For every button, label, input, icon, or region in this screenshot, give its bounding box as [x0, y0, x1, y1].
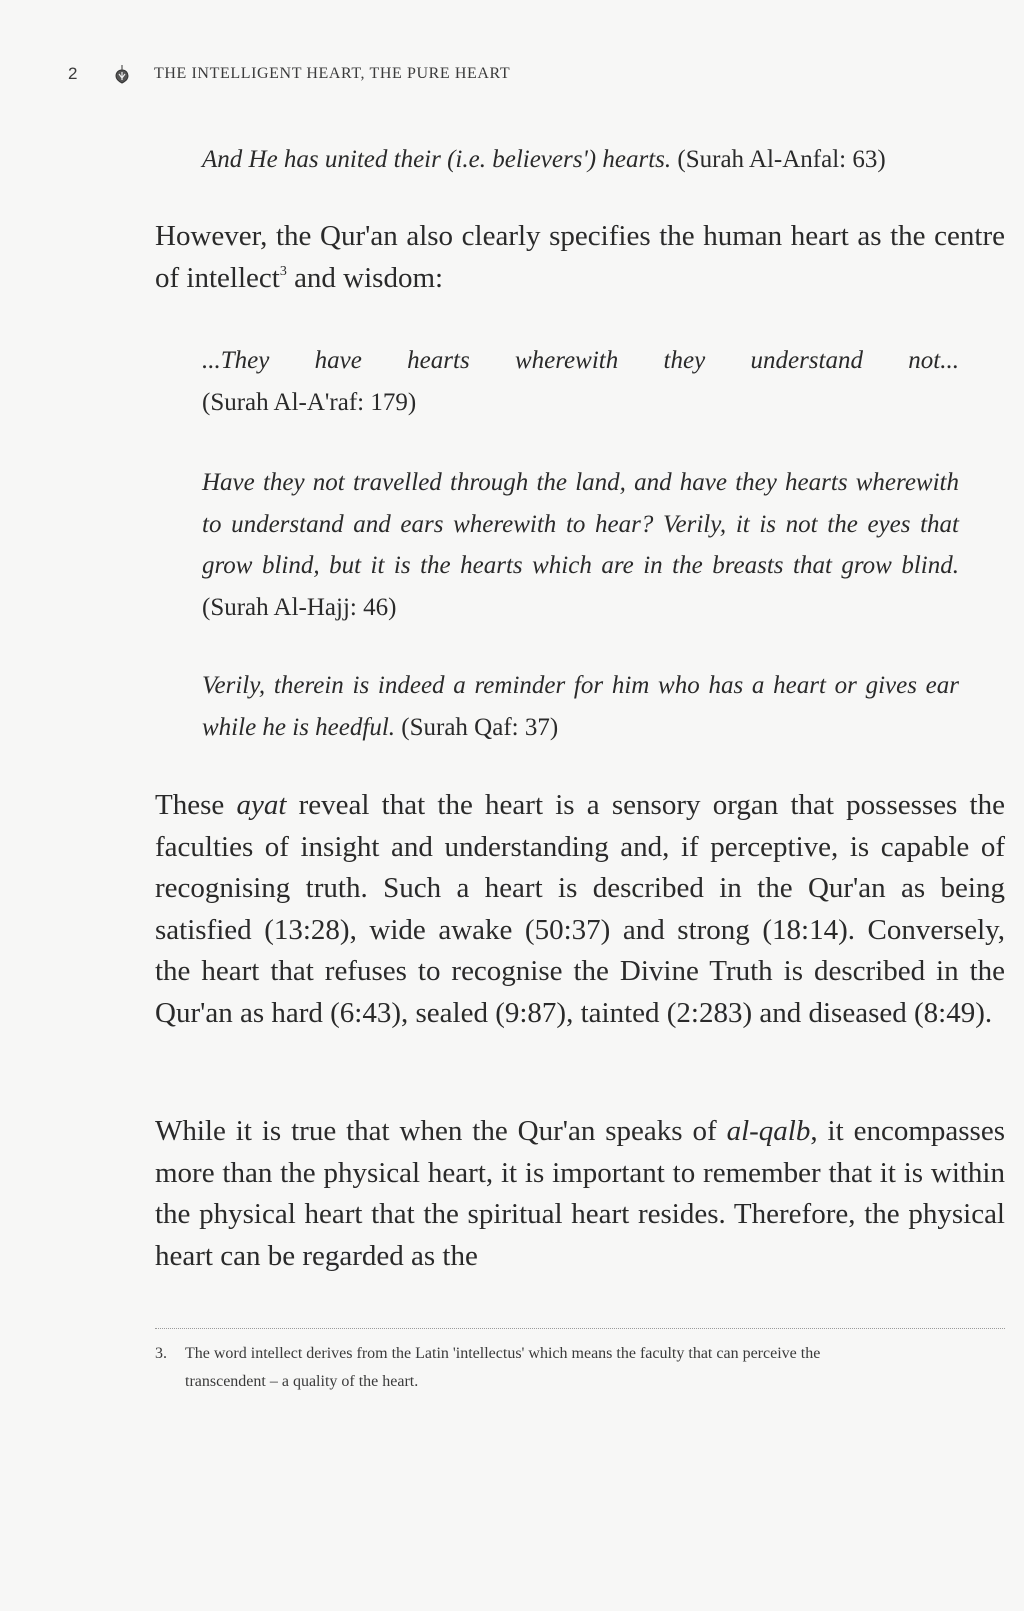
footnote-text: The word intellect derives from the Latin 'intellectus' which means the faculty that can perceive the [185, 1345, 821, 1362]
footnote-divider [155, 1328, 1005, 1329]
quote-araf-citation [202, 382, 959, 424]
footnote-ref[interactable]: 3 [279, 263, 287, 279]
quote-citation: (Surah Qaf: 37) [401, 713, 559, 741]
italic-term: ayat [236, 789, 287, 821]
quote-citation: (Surah Al-Anfal: 63) [677, 146, 886, 173]
footnote-number: 3. [155, 1345, 167, 1362]
quote-araf [202, 340, 959, 382]
paragraph-text: While it is true that when the Qur'an speaks of [155, 1115, 727, 1147]
quote-anfal [202, 146, 886, 174]
footnote [155, 1340, 1005, 1396]
paragraph-ayat [155, 785, 1005, 1034]
paragraph-qalb [155, 1111, 1005, 1277]
quote-qaf [202, 665, 959, 748]
paragraph-text: However, the Qur'an also clearly specifies the human heart as the centre of intellect [155, 220, 1005, 294]
quote-text: Verily, therein is indeed a reminder for him who has a heart or gives ear while he is heedful. [202, 672, 959, 741]
footnote-text-cont: transcendent – a quality of the heart. [185, 1373, 419, 1390]
quote-text: ...They have hearts wherewith they understand not... [202, 347, 959, 374]
quote-citation: (Surah Al-A'raf: 179) [202, 389, 417, 416]
quote-citation: (Surah Al-Hajj: 46) [202, 593, 397, 621]
paragraph-text: and wisdom: [286, 261, 444, 294]
quote-text: Have they not travelled through the land, and have they hearts wherewith to understand and ears wherewith to hear? Verily, it is not the eyes that grow blind, but it is the hearts which are in the breasts that grow blind. [202, 469, 959, 579]
paragraph-text: reveal that the heart is a sensory organ that possesses the faculties of insight and understanding and, if perceptive, is capable of recognising truth. Such a heart is described in the Qur'an as being satisfied (13:28), wide awake (50:37) and strong (18:14). Conversely, the heart that refuses to recognise the Divine Truth is described in the Qur'an as hard (6:43), sealed (9:87), tainted (2:283) and diseased (8:49). [155, 789, 1005, 1029]
paragraph-intellect [155, 216, 1005, 299]
running-header [68, 64, 510, 84]
page-number: 2 [68, 64, 79, 83]
italic-term: al-qalb [726, 1115, 811, 1147]
quote-hajj [202, 462, 959, 628]
quote-text: And He has united their (i.e. believers') hearts. [202, 146, 672, 173]
paragraph-text: These [155, 789, 237, 821]
floral-ornament-icon [112, 64, 132, 84]
running-title: THE INTELLIGENT HEART, THE PURE HEART [154, 65, 511, 82]
paragraph-text: , it encompasses more than the physical heart, it is important to remember that it is within the physical heart that the spiritual heart resides. Therefore, the physical heart can be regarded as the [155, 1115, 1005, 1272]
